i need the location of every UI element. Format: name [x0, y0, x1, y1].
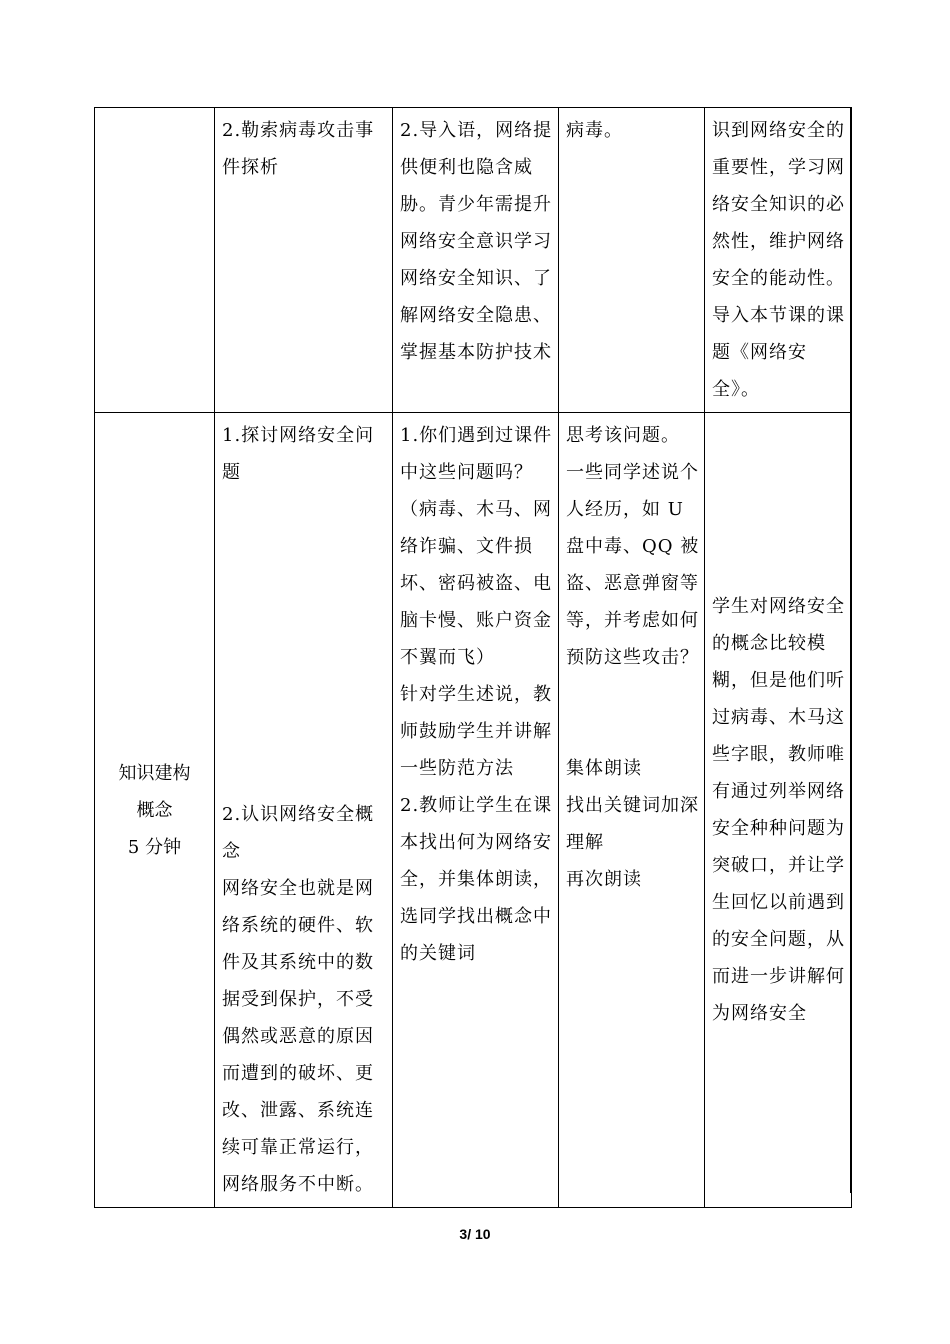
phase-cell — [95, 413, 215, 1208]
student-activity-text: 病毒。 — [566, 120, 623, 141]
phase-cell — [95, 108, 215, 413]
content-text: 2.勒索病毒攻击事件探析 — [222, 120, 375, 178]
teacher-activity-1: 1.你们遇到过课件中这些问题吗？（病毒、木马、网络诈骗、文件损坏、密码被盗、电脑卡慢、账户资金不翼而飞） — [400, 425, 553, 668]
content-item-2: 2.认识网络安全概念 — [222, 804, 375, 862]
student-activity-1: 思考该问题。 — [566, 425, 680, 446]
content-cell — [215, 413, 393, 1208]
phase-duration: 5 分钟 — [127, 836, 182, 858]
table-right-rule — [850, 107, 851, 1193]
design-purpose-cell — [705, 108, 852, 413]
student-activity-cell — [559, 413, 705, 1208]
design-purpose-text: 识到网络安全的重要性，学习网络安全知识的必然性，维护网络安全的能动性。导入本节课的课题《网络安全》。 — [712, 120, 845, 400]
teacher-activity-2: 针对学生述说，教师鼓励学生并讲解一些防范方法 — [400, 684, 552, 779]
lesson-plan-table — [94, 107, 852, 1208]
student-activity-3: 集体朗读 — [566, 758, 642, 779]
student-activity-2: 一些同学述说个人经历，如 U 盘中毒、QQ 被盗、恶意弹窗等等，并考虑如何预防这些攻击？ — [566, 462, 700, 668]
design-purpose-cell — [705, 413, 852, 1208]
table-row — [95, 413, 852, 1208]
phase-subname: 概念 — [136, 799, 173, 821]
page-number: 3/ 10 — [459, 1226, 491, 1242]
teacher-activity-3: 2.教师让学生在课本找出何为网络安全，并集体朗读，选同学找出概念中的关键词 — [400, 795, 553, 964]
teacher-activity-cell — [393, 108, 559, 413]
teacher-activity-cell — [393, 413, 559, 1208]
content-item-1: 1.探讨网络安全问题 — [222, 425, 375, 483]
content-cell — [215, 108, 393, 413]
concept-definition: 网络安全也就是网络系统的硬件、软件及其系统中的数据受到保护，不受偶然或恶意的原因而遭到的破坏、更改、泄露、系统连续可靠正常运行，网络服务不中断。 — [222, 878, 374, 1195]
student-activity-4: 找出关键词加深理解 — [566, 795, 699, 853]
student-activity-5: 再次朗读 — [566, 869, 642, 890]
phase-name: 知识建构 — [118, 762, 191, 784]
design-purpose-text: 学生对网络安全的概念比较模糊，但是他们听过病毒、木马这些字眼，教师唯有通过列举网络安全种种问题为突破口，并让学生回忆以前遇到的安全问题，从而进一步讲解何为网络安全 — [712, 596, 845, 1024]
student-activity-cell — [559, 108, 705, 413]
teacher-activity-text: 2.导入语，网络提供便利也隐含威胁。青少年需提升网络安全意识学习网络安全知识、了解网络安全隐患、掌握基本防护技术 — [400, 120, 553, 363]
table-row — [95, 108, 852, 413]
